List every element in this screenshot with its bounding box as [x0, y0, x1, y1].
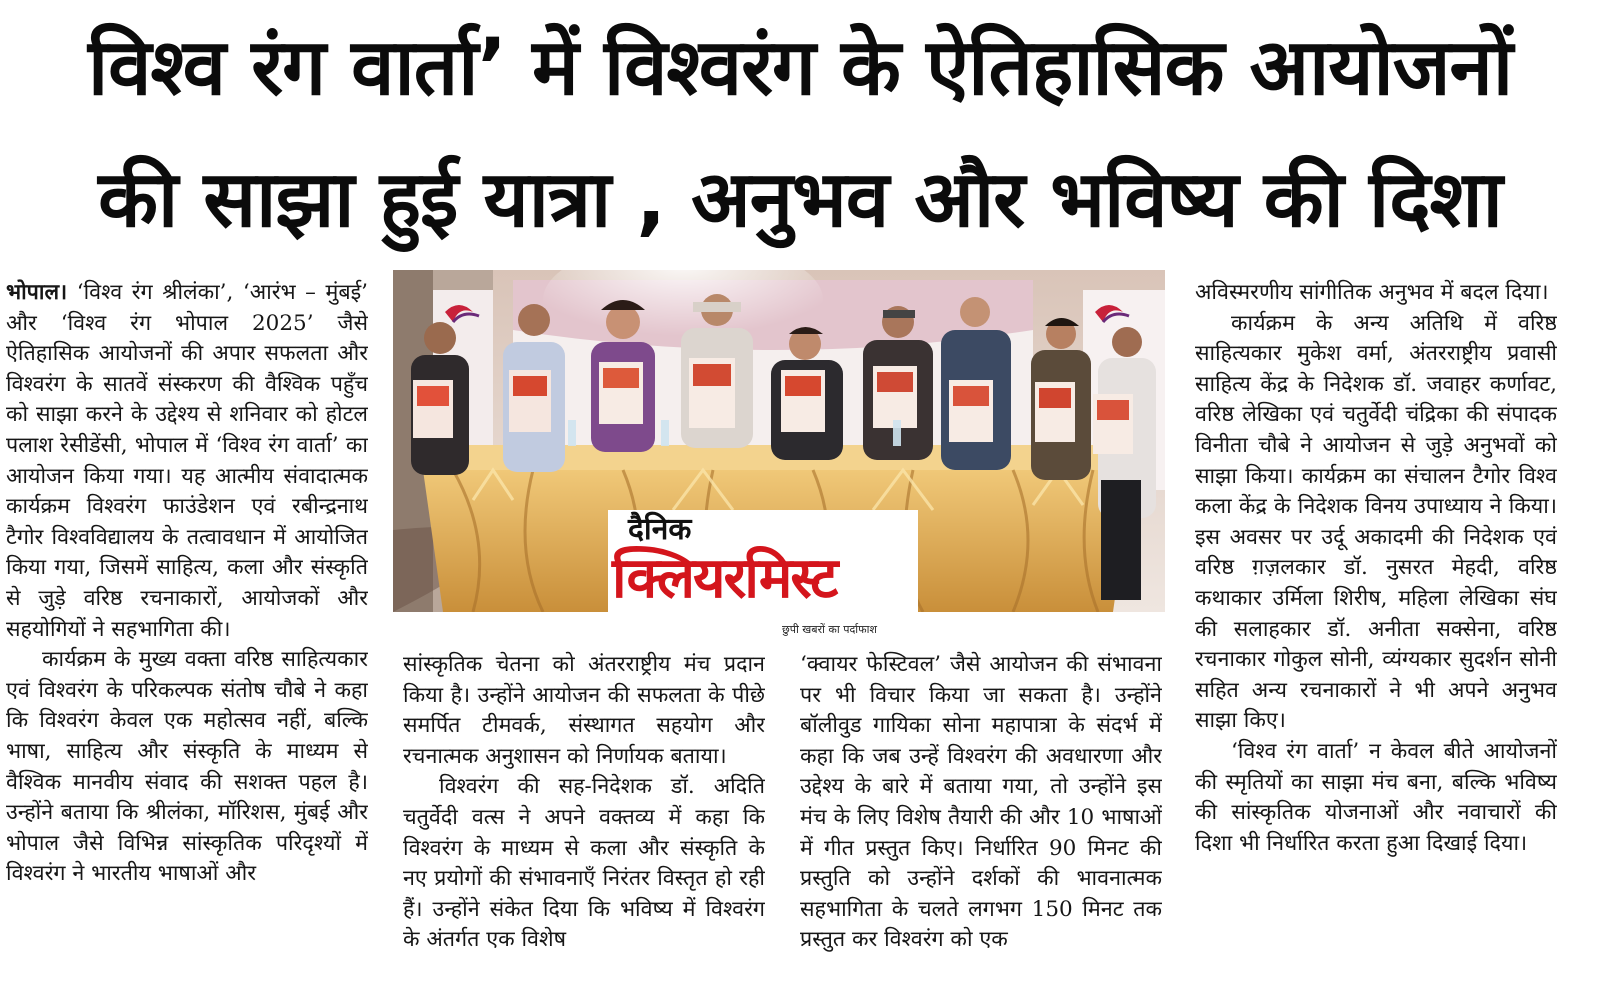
masthead-small-text: दैनिक [628, 512, 692, 547]
column-4-paragraph-1: अविस्मरणीय सांगीतिक अनुभव में बदल दिया। [1195, 280, 1549, 305]
column-3-paragraph-1: ‘क्वायर फेस्टिवल’ जैसे आयोजन की संभावना पर भी विचार किया जा सकता है। उन्होंने बॉलीवुड गायिका सोना महापात्रा के संदर्भ में कहा कि जब उन्हें विश्वरंग की अवधारणा और उद्देश्य के बारे में बताया गया, तो उन्होंने इस मंच के लिए विशेष तैयारी की और 10 भाषाओं में गीत प्रस्तुत किए। निर्धारित 90 मिनट की प्रस्तुति को उन्होंने दर्शकों की भावनात्मक सहभागिता के चलते लगभग 150 मिनट तक प्रस्तुत कर विश्वरंग को एक [800, 652, 1162, 953]
masthead-big-text: क्लियरमिस्ट [612, 546, 837, 611]
headline-line-1: विश्व रंग वार्ता’ में विश्वरंग के ऐतिहासिक आयोजनों [87, 23, 1513, 113]
article-column-2 [403, 650, 765, 1005]
headline-line-2: की साझा हुई यात्रा , अनुभव और भविष्य की दिशा [98, 155, 1502, 245]
column-1-paragraph-1-text: ‘विश्व रंग श्रीलंका’, ‘आरंभ – मुंबई’ और ‘विश्व रंग भोपाल 2025’ जैसे ऐतिहासिक आयोजनों की अपार सफलता और विश्वरंग के सातवें संस्करण की वैश्विक पहुँच को साझा करने के उद्देश्य से शनिवार को होटल पलाश रेसीडेंसी, भोपाल में ‘विश्व रंग वार्ता’ का आयोजन किया गया। यह आत्मीय संवादात्मक कार्यक्रम विश्वरंग फाउंडेशन एवं रबीन्द्रनाथ टैगोर विश्वविद्यालय के तत्वावधान में आयोजित किया गया, जिसमें साहित्य, कला और संस्कृति से जुड़े वरिष्ठ रचनाकारों, आयोजकों और सहयोगियों ने सहभागिता की। [6, 280, 368, 642]
masthead-tagline: छुपी खबरों का पर्दाफाश [782, 623, 877, 636]
article-column-1 [6, 278, 368, 1003]
dateline: भोपाल। [6, 280, 68, 305]
column-2-paragraph-1: सांस्कृतिक चेतना को अंतरराष्ट्रीय मंच प्रदान किया है। उन्होंने आयोजन की सफलता के पीछे समर्पित टीमवर्क, संस्थागत सहयोग और रचनात्मक अनुशासन को निर्णायक बताया। [403, 652, 765, 769]
article-column-3 [800, 650, 1162, 1005]
column-1-paragraph-2: कार्यक्रम के मुख्य वक्ता वरिष्ठ साहित्यकार एवं विश्वरंग के परिकल्पक संतोष चौबे ने कहा कि विश्वरंग केवल एक महोत्सव नहीं, बल्कि भाषा, साहित्य और संस्कृति के माध्यम से वैश्विक मानवीय संवाद की सशक्त पहल है। उन्होंने बताया कि श्रीलंका, मॉरिशस, मुंबई और भोपाल जैसे विभिन्न सांस्कृतिक परिदृश्यों में विश्वरंग ने भारतीय भाषाओं और [6, 647, 368, 887]
column-4-paragraph-2: कार्यक्रम के अन्य अतिथि में वरिष्ठ साहित्यकार मुकेश वर्मा, अंतरराष्ट्रीय प्रवासी साहित्य केंद्र के निदेशक डॉ. जवाहर कर्णावट, वरिष्ठ लेखिका एवं चतुर्वेदी चंद्रिका की संपादक विनीता चौबे ने आयोजन से जुड़े अनुभवों को साझा किया। कार्यक्रम का संचालन टैगोर विश्व कला केंद्र के निदेशक विनय उपाध्याय ने किया। इस अवसर पर उर्दू अकादमी की निदेशक एवं वरिष्ठ ग़ज़लकार डॉ. नुसरत मेहदी, वरिष्ठ कथाकार उर्मिला शिरीष, महिला लेखिका संघ की सलाहकार डॉ. अनीता सक्सेना, वरिष्ठ रचनाकार गोकुल सोनी, व्यंग्यकार सुदर्शन सोनी सहित अन्य रचनाकारों ने भी अपने अनुभव साझा किए। [1195, 310, 1557, 734]
column-1-paragraph-1 [6, 278, 368, 645]
masthead-logo [608, 510, 918, 620]
column-2-paragraph-2: विश्वरंग की सह-निदेशक डॉ. अदिति चतुर्वेदी वत्स ने अपने वक्तव्य में कहा कि विश्वरंग के माध्यम से कला और संस्कृति के नए प्रयोगों की संभावनाएँ निरंतर विस्तृत हो रही हैं। उन्होंने संकेत दिया कि भविष्य में विश्वरंग के अंतर्गत एक विशेष [403, 774, 765, 953]
article-column-4 [1195, 278, 1557, 1003]
column-4-paragraph-3: ‘विश्व रंग वार्ता’ न केवल बीते आयोजनों की स्मृतियों का साझा मंच बना, बल्कि भविष्य की सांस्कृतिक योजनाओं और नवाचारों की दिशा भी निर्धारित करता हुआ दिखाई दिया। [1195, 738, 1557, 856]
